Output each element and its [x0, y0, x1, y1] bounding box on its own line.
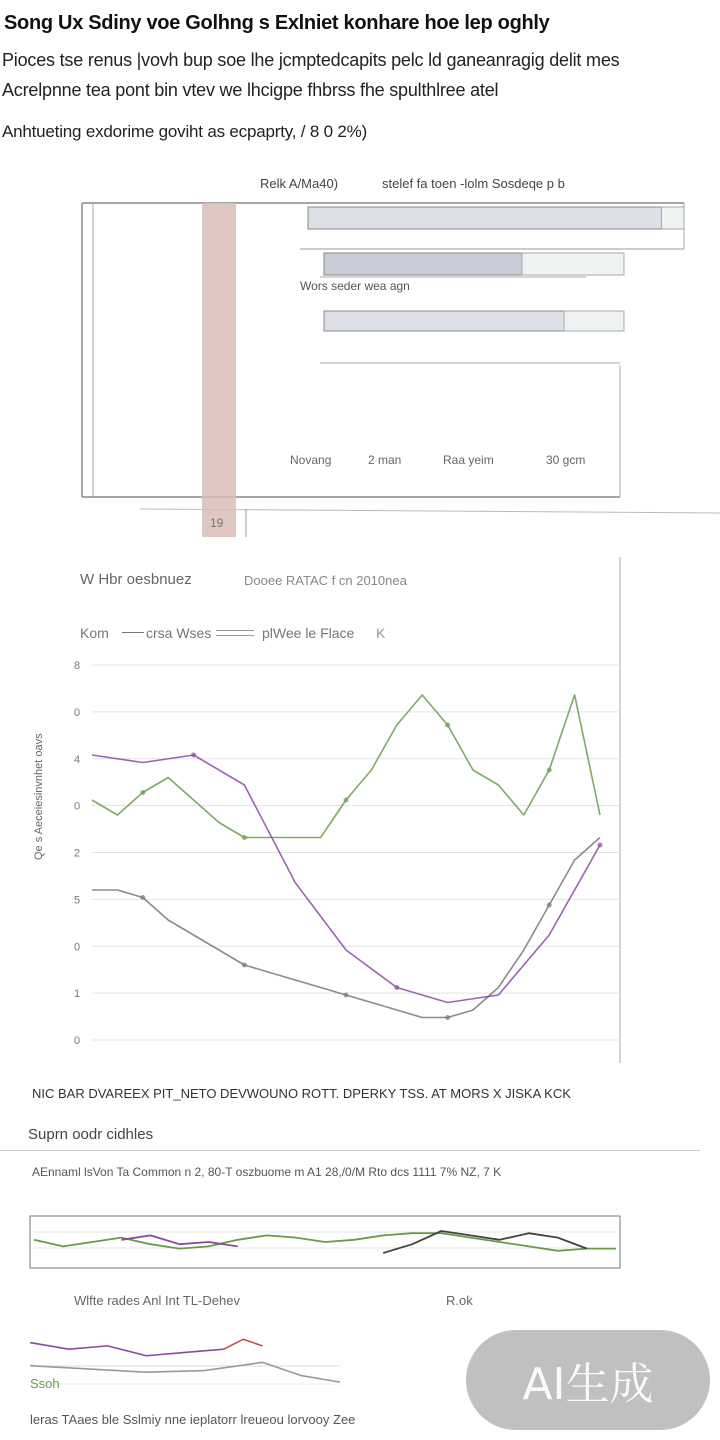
data-point [140, 790, 145, 795]
ai-generated-badge: AI生成 [466, 1330, 710, 1430]
y-tick-label: 0 [74, 800, 81, 813]
bar-tick-label-3: Raa yeim [443, 453, 494, 467]
mini-chart-caption: leras TAaes ble Sslmiy nne ieplatorr lreueou lorvooy Zee [30, 1412, 356, 1427]
data-point [344, 993, 349, 998]
data-point [445, 723, 450, 728]
strip-chart-caption: AEnnaml lsVon Ta Common n 2, 80-T oszbuome m A1 28,/0/M Rto dcs 1111 7% NZ, 7 K [32, 1165, 502, 1179]
y-tick-label: 0 [74, 941, 81, 954]
bar-stub-label: 19 [210, 516, 224, 530]
y-tick-label: 5 [74, 894, 81, 907]
bar-plot-area [82, 203, 720, 537]
data-point [140, 895, 145, 900]
line-chart-grid [92, 665, 620, 1040]
strip-footer-left: Wlfte rades Anl Int TL-Dehev [74, 1293, 240, 1308]
strip-chart-subtitle: Suprn oodr cidhles [28, 1126, 154, 1143]
mini-series-line-1 [30, 1343, 224, 1356]
y-tick-label: 0 [74, 706, 81, 719]
data-point [344, 798, 349, 803]
mini-chart [20, 1326, 360, 1398]
bar-chart [0, 195, 720, 545]
data-point [242, 835, 247, 840]
data-point [547, 903, 552, 908]
intro-line-1: Pioces tse renus |vovh bup soe lhe jcmptedcapits pelc ld ganeanragig delit mes [2, 50, 620, 70]
legend-item-3: plWee le Flace [262, 625, 355, 641]
line-chart-subtitle: Dooee RATAC f cn 2010nea [244, 573, 407, 588]
bar-3 [324, 311, 564, 331]
section-divider [0, 1150, 700, 1151]
legend-extra: K [376, 625, 386, 641]
series-line-3 [92, 755, 600, 1003]
data-point [598, 843, 603, 848]
bar-legend-2: stelef fa toen -lolm Sosdeqe p b [382, 176, 565, 191]
line-chart-title: W Hbr oesbnuez [80, 571, 192, 588]
bar-annotation: Wors seder wea agn [300, 279, 410, 293]
line-chart-series [92, 695, 603, 1020]
bar-tick-label-4: 30 gcm [546, 453, 586, 467]
page-title: Song Ux Sdiny voe Golhng s Exlniet konhare hoe lep oghly [4, 12, 550, 34]
mini-chart-label: Ssoh [30, 1376, 60, 1391]
y-tick-label: 1 [74, 988, 81, 1001]
intro-line-2: Acrelpnne tea pont bin vtev we lhcigpe fhbrss fhe spulthlree atel [2, 80, 499, 100]
legend-item-2: crsa Wses [146, 625, 212, 641]
bar-legend-1: Relk A/Ma40) [260, 176, 339, 191]
data-point [445, 1015, 450, 1020]
bar-remainder-2 [522, 253, 624, 275]
data-point [242, 963, 247, 968]
y-tick-label: 2 [74, 847, 81, 860]
data-point [547, 768, 552, 773]
strip-chart-series [34, 1231, 616, 1253]
bar-stub [202, 203, 236, 537]
y-tick-label: 0 [74, 1035, 81, 1047]
mini-series-line-3 [30, 1362, 340, 1382]
bar-remainder-1 [661, 207, 684, 229]
mini-chart-series [30, 1339, 340, 1382]
y-tick-label: 4 [74, 753, 81, 766]
line-chart-ylabel: Qe s Aeceiesinvnhet oavs [33, 733, 45, 860]
data-point [191, 753, 196, 758]
series-line-2 [92, 838, 600, 1018]
line-chart-y-ticks [74, 660, 80, 1047]
mini-series-line-2 [224, 1339, 263, 1349]
y-tick-label: 8 [74, 660, 81, 672]
legend-item-1: Kom [80, 625, 109, 641]
bar-tick-label-2: 2 man [368, 453, 402, 467]
bar-remainder-3 [564, 311, 624, 331]
line-chart [0, 555, 720, 1075]
strip-chart-title: NIC BAR DVAREEX PIT_NETO DEVWOUNO ROTT. DPERKY TSS. AT MORS X JISKA KCK [32, 1086, 571, 1101]
strip-footer-right: R.ok [446, 1293, 473, 1308]
series-line-1 [92, 695, 600, 838]
bar-2 [324, 253, 522, 275]
intro-line-3: Anhtueting exdorime goviht as ecpaprty, / 8 0 2%) [2, 122, 368, 141]
bar-tick-label-1: Novang [290, 453, 332, 467]
data-point [394, 985, 399, 990]
strip-chart [28, 1212, 628, 1274]
bar-1 [308, 207, 661, 229]
